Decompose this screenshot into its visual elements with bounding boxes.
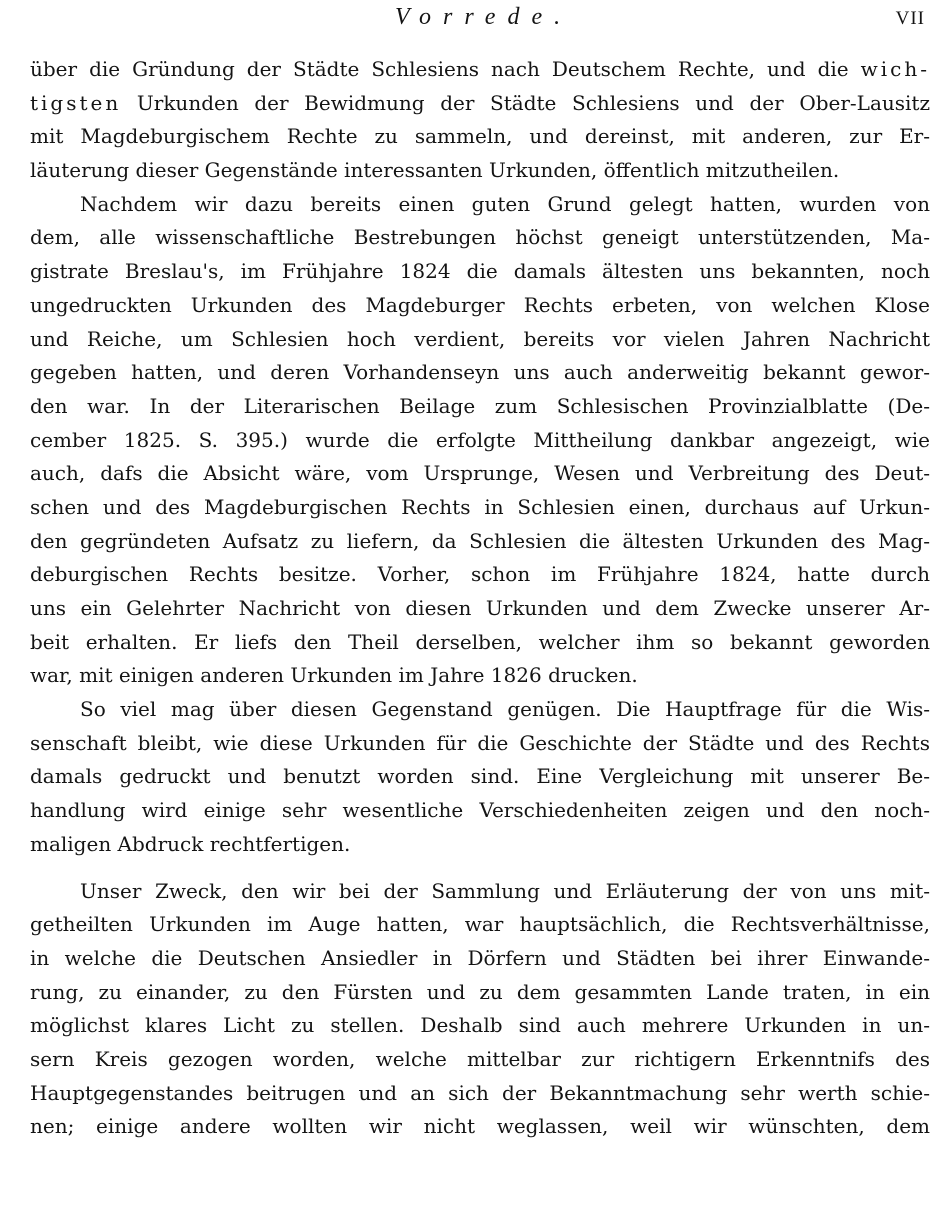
text-line: und Reiche, um Schlesien hoch verdient, bereits vor vielen Jahren Nachricht bbox=[30, 326, 930, 351]
text-line: ungedruckten Urkunden des Magdeburger Rechts erbeten, von welchen Klose bbox=[30, 292, 930, 317]
letterspaced-word: wich- bbox=[860, 57, 930, 81]
text-line: mit Magdeburgischem Rechte zu sammeln, und dereinst, mit anderen, zur Er- bbox=[30, 124, 930, 149]
text-line: senschaft bleibt, wie diese Urkunden für die Geschichte der Städte und des Rechts bbox=[30, 730, 930, 755]
text-line: sern Kreis gezogen worden, welche mittelbar zur richtigern Erkenntnifs des bbox=[30, 1046, 930, 1071]
text-line: beit erhalten. Er liefs den Theil derselben, welcher ihm so bekannt geworden bbox=[30, 629, 930, 654]
text-line: getheilten Urkunden im Auge hatten, war hauptsächlich, die Rechtsverhältnisse, bbox=[30, 912, 930, 937]
text-segment: Urkunden der Bewidmung der Städte Schlesiens und der Ober-Lausitz bbox=[121, 90, 930, 115]
text-line: handlung wird einige sehr wesentliche Verschiedenheiten zeigen und den noch- bbox=[30, 798, 930, 823]
letterspaced-word: tigsten bbox=[30, 90, 122, 115]
text-line: läuterung dieser Gegenstände interessanten Urkunden, öffentlich mitzutheilen. bbox=[30, 158, 840, 183]
text-line: So viel mag über diesen Gegenstand genügen. Die Hauptfrage für die Wis- bbox=[80, 697, 930, 722]
text-line: uns ein Gelehrter Nachricht von diesen Urkunden und dem Zwecke unserer Ar- bbox=[30, 596, 930, 620]
text-line: deburgischen Rechts besitze. Vorher, schon im Frühjahre 1824, hatte durch bbox=[30, 562, 930, 587]
text-line: Hauptgegenstandes beitrugen und an sich der Bekanntmachung sehr werth schie- bbox=[30, 1080, 930, 1105]
text-line: schen und des Magdeburgischen Rechts in Schlesien einen, durchaus auf Urkun- bbox=[30, 494, 930, 519]
text-line: war, mit einigen anderen Urkunden im Jahre 1826 drucken. bbox=[30, 663, 638, 688]
text-line: den gegründeten Aufsatz zu liefern, da Schlesien die ältesten Urkunden des Mag- bbox=[30, 528, 930, 553]
text-line: Unser Zweck, den wir bei der Sammlung und Erläuterung der von uns mit- bbox=[80, 878, 930, 903]
text-line: cember 1825. S. 395.) wurde die erfolgte Mittheilung dankbar angezeigt, wie bbox=[30, 427, 930, 452]
text-line: den war. In der Literarischen Beilage zum Schlesischen Provinzialblatte (De- bbox=[30, 393, 930, 418]
text-line: damals gedruckt und benutzt worden sind. Eine Vergleichung mit unserer Be- bbox=[30, 764, 930, 789]
text-line: maligen Abdruck rechtfertigen. bbox=[30, 831, 351, 856]
text-line: rung, zu einander, zu den Fürsten und zu dem gesammten Lande traten, in ein bbox=[30, 979, 930, 1004]
text-line: auch, dafs die Absicht wäre, vom Ursprunge, Wesen und Verbreitung des Deut- bbox=[30, 461, 930, 486]
page-number: VII bbox=[895, 8, 925, 29]
text-line: dem, alle wissenschaftliche Bestrebungen höchst geneigt unterstützenden, Ma- bbox=[30, 225, 930, 250]
page-header bbox=[0, 4, 945, 38]
text-line: nen; einige andere wollten wir nicht weglassen, weil wir wünschten, dem bbox=[30, 1114, 930, 1139]
text-segment: über die Gründung der Städte Schlesiens nach Deutschem Rechte, und die bbox=[30, 57, 861, 81]
text-line: gistrate Breslau's, im Frühjahre 1824 die damals ältesten uns bekannten, noch bbox=[30, 259, 930, 284]
running-title: Vorrede. bbox=[395, 4, 573, 30]
text-line: möglichst klares Licht zu stellen. Deshalb sind auch mehrere Urkunden in un- bbox=[30, 1013, 930, 1038]
text-line: gegeben hatten, und deren Vorhandenseyn uns auch anderweitig bekannt gewor- bbox=[30, 360, 930, 385]
text-line: in welche die Deutschen Ansiedler in Dörfern und Städten bei ihrer Einwande- bbox=[30, 945, 930, 970]
text-line bbox=[30, 87, 930, 121]
text-line: Nachdem wir dazu bereits einen guten Grund gelegt hatten, wurden von bbox=[80, 191, 930, 216]
body-text bbox=[30, 53, 930, 1144]
text-line bbox=[30, 53, 930, 87]
